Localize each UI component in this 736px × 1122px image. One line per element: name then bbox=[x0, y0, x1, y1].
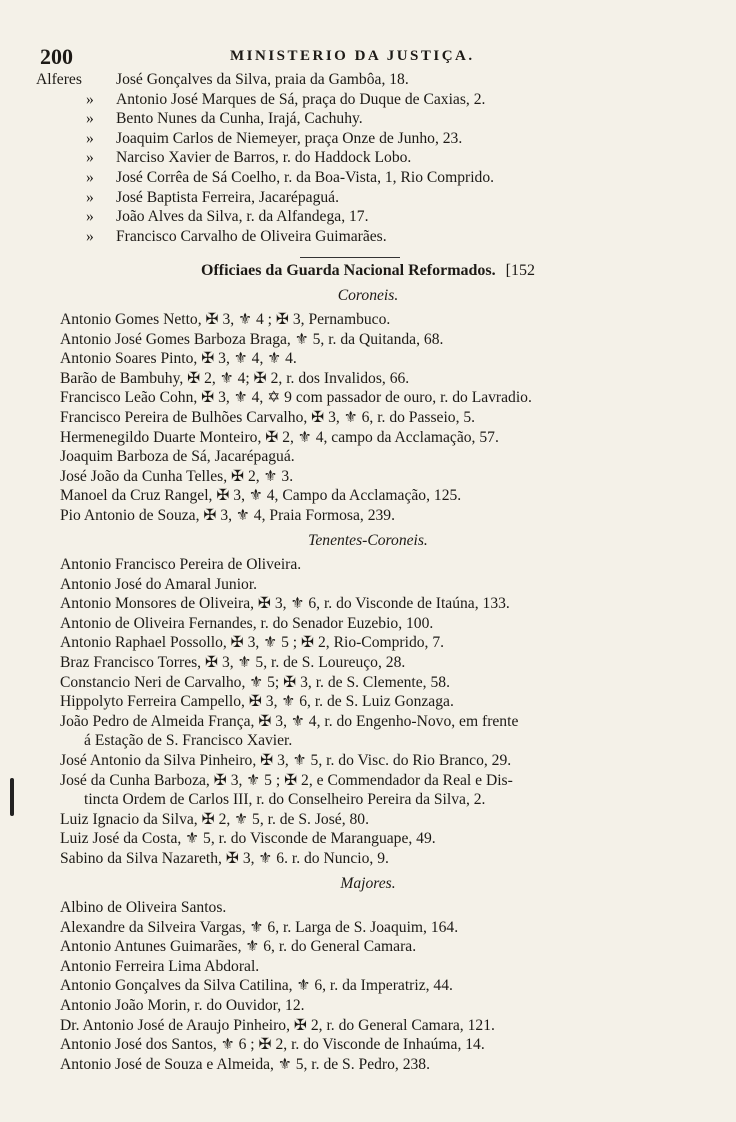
list-item: » Bento Nunes da Cunha, Irajá, Cachuhy. bbox=[86, 110, 363, 128]
subheading-tenentes-coroneis: Tenentes-Coroneis. bbox=[308, 532, 428, 549]
coroneis-list bbox=[0, 310, 736, 526]
list-item: Constancio Neri de Carvalho, ⚜ 5; ✠ 3, r. de S. Clemente, 58. bbox=[60, 673, 450, 691]
margin-mark bbox=[10, 778, 14, 816]
list-item: Dr. Antonio José de Araujo Pinheiro, ✠ 2, r. do General Camara, 121. bbox=[60, 1016, 495, 1034]
list-item: Alexandre da Silveira Vargas, ⚜ 6, r. Larga de S. Joaquim, 164. bbox=[60, 918, 459, 936]
list-item-continuation: á Estação de S. Francisco Xavier. bbox=[84, 732, 293, 750]
list-item: » José Baptista Ferreira, Jacarépaguá. bbox=[86, 188, 339, 206]
list-item: » Narciso Xavier de Barros, r. do Haddock Lobo. bbox=[86, 149, 412, 167]
alferes-list bbox=[0, 70, 736, 246]
list-item: Hermenegildo Duarte Monteiro, ✠ 2, ⚜ 4, campo da Acclamação, 57. bbox=[60, 428, 499, 446]
list-item: Francisco Leão Cohn, ✠ 3, ⚜ 4, ✡ 9 com passador de ouro, r. do Lavradio. bbox=[60, 389, 532, 407]
list-item: Albino de Oliveira Santos. bbox=[60, 899, 227, 916]
list-item: Antonio Gomes Netto, ✠ 3, ⚜ 4 ; ✠ 3, Pernambuco. bbox=[60, 311, 391, 328]
list-item: Antonio Ferreira Lima Abdoral. bbox=[60, 957, 260, 975]
section-title: Officiaes da Guarda Nacional Reformados. [152 bbox=[201, 262, 535, 279]
list-item: » Joaquim Carlos de Niemeyer, praça Onze de Junho, 23. bbox=[86, 129, 463, 147]
list-item: » Francisco Carvalho de Oliveira Guimarães. bbox=[86, 227, 387, 245]
list-item: » Antonio José Marques de Sá, praça do Duque de Caxias, 2. bbox=[86, 90, 486, 108]
section-note: [152 bbox=[505, 262, 535, 279]
subheading-majores: Majores. bbox=[340, 875, 396, 892]
list-item: Antonio Monsores de Oliveira, ✠ 3, ⚜ 6, r. do Visconde de Itaúna, 133. bbox=[60, 595, 510, 613]
list-item: José da Cunha Barboza, ✠ 3, ⚜ 5 ; ✠ 2, e Commendador da Real e Dis- bbox=[60, 771, 513, 789]
section-divider bbox=[300, 257, 400, 258]
list-item-continuation: tincta Ordem de Carlos III, r. do Conselheiro Pereira da Silva, 2. bbox=[84, 791, 486, 809]
list-item: Joaquim Barboza de Sá, Jacarépaguá. bbox=[60, 448, 295, 466]
list-item: Antonio Gonçalves da Silva Catilina, ⚜ 6, r. da Imperatriz, 44. bbox=[60, 977, 453, 995]
list-item: Sabino da Silva Nazareth, ✠ 3, ⚜ 6. r. do Nuncio, 9. bbox=[60, 849, 389, 867]
list-item: Antonio de Oliveira Fernandes, r. do Senador Euzebio, 100. bbox=[60, 614, 434, 632]
list-item: Antonio Soares Pinto, ✠ 3, ⚜ 4, ⚜ 4. bbox=[60, 350, 297, 368]
list-item: Manoel da Cruz Rangel, ✠ 3, ⚜ 4, Campo da Acclamação, 125. bbox=[60, 487, 462, 505]
list-item: Luiz Ignacio da Silva, ✠ 2, ⚜ 5, r. de S. José, 80. bbox=[60, 810, 369, 828]
list-item: Barão de Bambuhy, ✠ 2, ⚜ 4; ✠ 2, r. dos Invalidos, 66. bbox=[60, 369, 410, 387]
list-item: Pio Antonio de Souza, ✠ 3, ⚜ 4, Praia Formosa, 239. bbox=[60, 506, 396, 524]
list-item: » João Alves da Silva, r. da Alfandega, 17. bbox=[86, 208, 369, 226]
list-item: Antonio Antunes Guimarães, ⚜ 6, r. do General Camara. bbox=[60, 938, 417, 956]
list-item: Antonio José Gomes Barboza Braga, ⚜ 5, r. da Quitanda, 68. bbox=[60, 330, 444, 348]
page-number: 200 bbox=[40, 44, 73, 69]
list-item: José João da Cunha Telles, ✠ 2, ⚜ 3. bbox=[60, 467, 294, 485]
list-item: Francisco Pereira de Bulhões Carvalho, ✠ 3, ⚜ 6, r. do Passeio, 5. bbox=[60, 408, 476, 426]
majores-list bbox=[0, 898, 736, 1074]
list-item: José Antonio da Silva Pinheiro, ✠ 3, ⚜ 5, r. do Visc. do Rio Branco, 29. bbox=[60, 751, 512, 769]
list-item: João Pedro de Almeida França, ✠ 3, ⚜ 4, r. do Engenho-Novo, em frente bbox=[60, 712, 519, 730]
list-item: Antonio João Morin, r. do Ouvidor, 12. bbox=[60, 996, 305, 1014]
list-item: Alferes José Gonçalves da Silva, praia da Gambôa, 18. bbox=[36, 71, 409, 88]
list-item: Antonio José dos Santos, ⚜ 6 ; ✠ 2, r. do Visconde de Inhaúma, 14. bbox=[60, 1036, 485, 1054]
running-title: MINISTERIO DA JUSTIÇA. bbox=[230, 48, 475, 64]
list-item: Antonio Raphael Possollo, ✠ 3, ⚜ 5 ; ✠ 2, Rio-Comprido, 7. bbox=[60, 634, 445, 652]
list-item: Antonio José do Amaral Junior. bbox=[60, 575, 258, 593]
list-item: Luiz José da Costa, ⚜ 5, r. do Visconde de Maranguape, 49. bbox=[60, 830, 436, 848]
list-item: Braz Francisco Torres, ✠ 3, ⚜ 5, r. de S. Loureuço, 28. bbox=[60, 653, 406, 671]
list-item: » José Corrêa de Sá Coelho, r. da Boa-Vista, 1, Rio Comprido. bbox=[86, 168, 495, 186]
subheading-coroneis: Coroneis. bbox=[337, 287, 399, 304]
page-header bbox=[40, 44, 680, 68]
tenentes-list bbox=[0, 555, 736, 869]
list-item: Hippolyto Ferreira Campello, ✠ 3, ⚜ 6, r. de S. Luiz Gonzaga. bbox=[60, 693, 454, 711]
list-item: Antonio José de Souza e Almeida, ⚜ 5, r. de S. Pedro, 238. bbox=[60, 1055, 430, 1073]
list-item: Antonio Francisco Pereira de Oliveira. bbox=[60, 556, 302, 573]
